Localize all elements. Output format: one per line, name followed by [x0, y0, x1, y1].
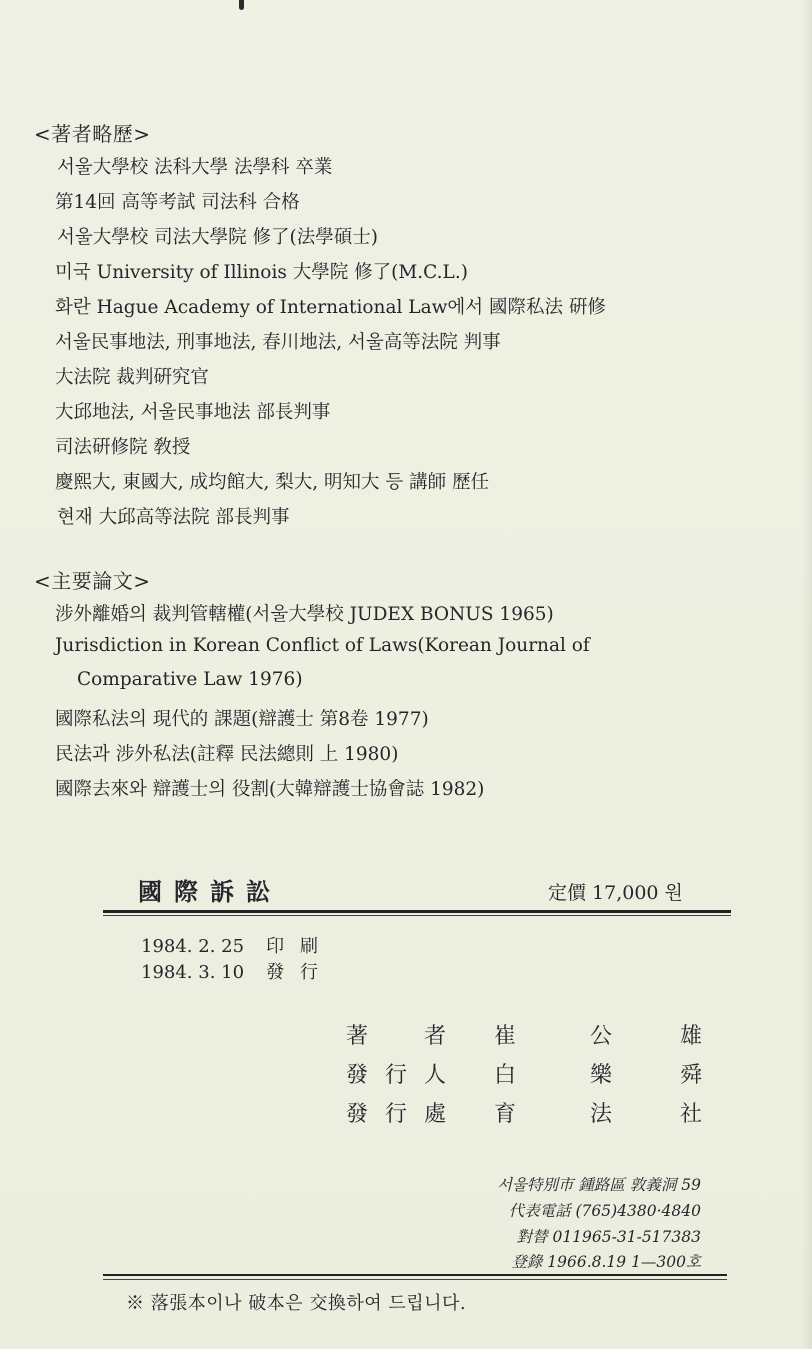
- bottom-rule-thin: [103, 1279, 727, 1280]
- publisher-phone: 代表電話 (765)4380·4840: [508, 1202, 701, 1220]
- publisher-person-name: 白 樂 舜: [494, 1063, 703, 1088]
- publish-date-line: [141, 958, 334, 984]
- paper-item: 涉外離婚의 裁判管轄權(서울大學校 JUDEX BONUS 1965): [55, 604, 554, 625]
- paper-item: 國際去來와 辯護士의 役割(大韓辯護士協會誌 1982): [55, 779, 485, 800]
- paper-item-continuation: Comparative Law 1976): [77, 669, 303, 690]
- page-edge-shadow: [802, 0, 812, 1349]
- author-row: [346, 1019, 708, 1051]
- publisher-person-label: 發 行 人: [346, 1063, 446, 1088]
- title-rule: [103, 910, 731, 913]
- publisher-registration: 登錄 1966.8.19 1—300호: [511, 1253, 701, 1271]
- print-label: 印刷: [266, 936, 335, 957]
- publisher-house-row: [346, 1097, 708, 1129]
- publish-label: 發行: [266, 962, 335, 983]
- career-item: 서울大學校 法科大學 法學科 卒業: [57, 157, 333, 178]
- career-item: 서울民事地法, 刑事地法, 春川地法, 서울高等法院 判事: [55, 332, 501, 353]
- publisher-transfer-account: 對替 011965-31-517383: [516, 1228, 701, 1246]
- author-name: 崔 公 雄: [494, 1024, 703, 1049]
- career-item: 大邱地法, 서울民事地法 部長判事: [55, 402, 331, 423]
- career-item: 大法院 裁判硏究官: [55, 367, 209, 388]
- publisher-address: 서울特別市 鍾路區 敦義洞 59: [497, 1176, 701, 1194]
- career-item: 慶熙大, 東國大, 成均館大, 梨大, 明知大 등 講師 歷任: [55, 472, 490, 493]
- publish-date: 1984. 3. 10: [141, 962, 245, 983]
- career-item: 현재 大邱高等法院 部長判事: [57, 507, 290, 528]
- publisher-house-name: 育 法 社: [494, 1102, 703, 1127]
- paper-item: Jurisdiction in Korean Conflict of Laws(Korean Journal of: [55, 635, 590, 656]
- career-item: 第14回 高等考試 司法科 合格: [55, 192, 300, 213]
- publisher-person-row: [346, 1058, 708, 1090]
- print-date-line: [141, 932, 334, 958]
- print-date: 1984. 2. 25: [141, 936, 245, 957]
- career-item: 司法硏修院 敎授: [55, 437, 191, 458]
- papers-heading: <主要論文>: [34, 569, 151, 593]
- career-item: 화란 Hague Academy of International Law에서 國際私法 硏修: [55, 297, 606, 318]
- author-label: 著 者: [346, 1024, 446, 1049]
- title-rule-thin: [103, 915, 731, 916]
- paper-item: 國際私法의 現代的 課題(辯護士 第8卷 1977): [55, 709, 429, 730]
- top-ink-mark: [239, 0, 244, 10]
- paper-item: 民法과 涉外私法(註釋 民法總則 上 1980): [55, 744, 399, 765]
- book-price: 定價 17,000 원: [548, 882, 683, 904]
- career-heading: <著者略歷>: [34, 122, 151, 146]
- book-title: 國際訴訟: [138, 877, 282, 906]
- exchange-notice: ※ 落張本이나 破本은 交換하여 드립니다.: [126, 1293, 467, 1314]
- publisher-house-label: 發 行 處: [346, 1102, 446, 1127]
- bottom-rule: [103, 1274, 727, 1276]
- career-item: 미국 University of Illinois 大學院 修了(M.C.L.): [55, 262, 468, 283]
- career-item: 서울大學校 司法大學院 修了(法學碩士): [57, 227, 378, 248]
